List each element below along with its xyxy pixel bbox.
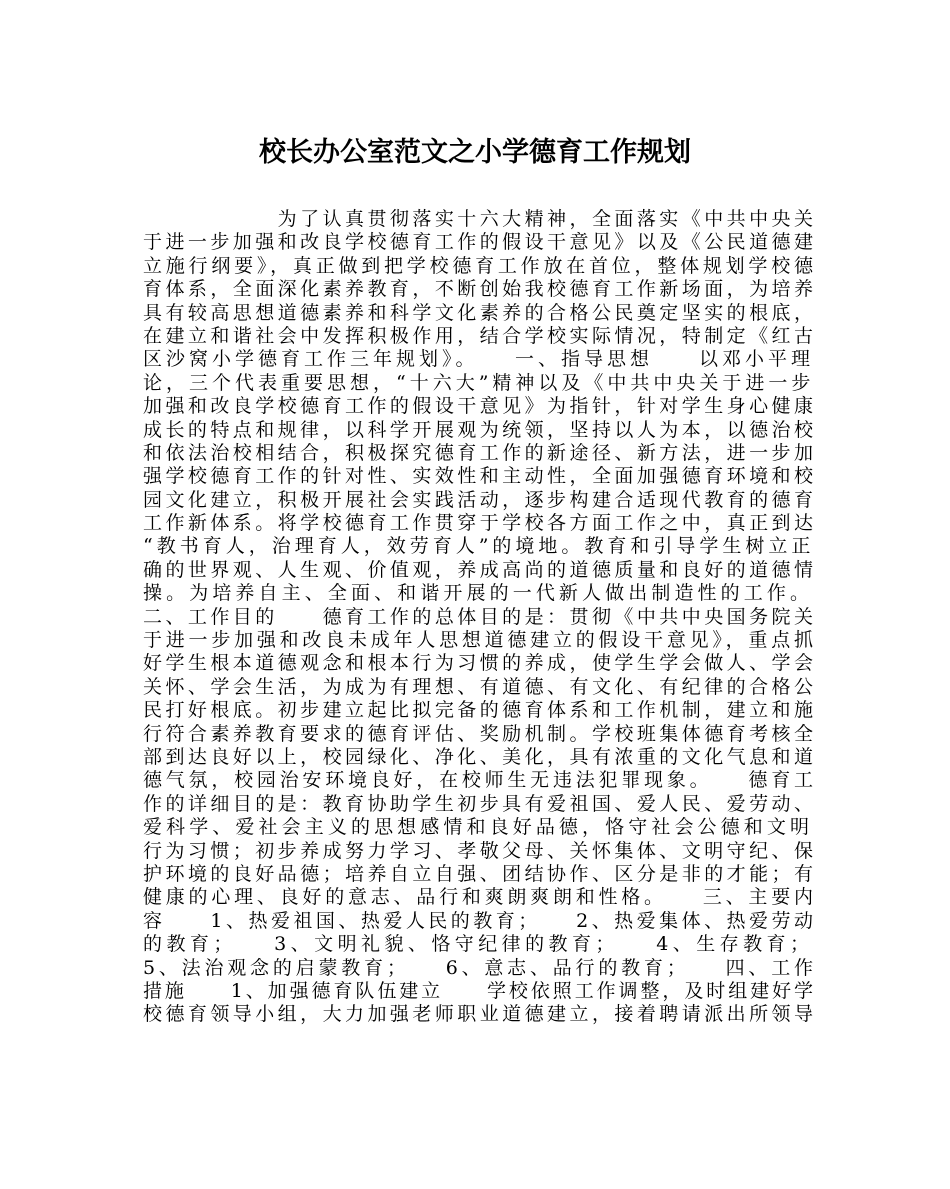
body-line: 护环境的良好品德；培养自立自强、团结协作、区分是非的才能；有	[143, 862, 817, 885]
body-line: 的教育； 3、文明礼貌、恪守纪律的教育； 4、生存教育；	[143, 933, 813, 956]
body-line: 二、工作目的 德育工作的总体目的是：贯彻《中共中央国务院关	[143, 605, 817, 628]
body-line: 作的详细目的是：教育协助学生初步具有爱祖国、爱人民、爱劳动、	[143, 792, 817, 815]
body-line: 民打好根底。初步建立起比拟完备的德育体系和工作机制，建立和施	[143, 699, 817, 722]
body-line: 于进一步加强和改良未成年人思想道德建立的假设干意见》，重点抓	[143, 629, 817, 652]
document-title: 校长办公室范文之小学德育工作规划	[259, 137, 691, 168]
body-line: 确的世界观、人生观、价值观，养成高尚的道德质量和良好的道德情	[143, 558, 817, 581]
body-line: “教书育人，治理育人，效劳育人”的境地。教育和引导学生树立正	[143, 535, 815, 558]
body-line: 具有较高思想道德素养和科学文化素养的合格公民奠定坚实的根底，	[143, 301, 817, 324]
body-line: 育体系，全面深化素养教育，不断创始我校德育工作新场面，为培养	[143, 278, 817, 301]
body-line: 加强和改良学校德育工作的假设干意见》为指针，针对学生身心健康	[143, 395, 817, 418]
body-line: 行符合素养教育要求的德育评估、奖励机制。学校班集体德育考核全	[143, 722, 817, 745]
body-line: 健康的心理、良好的意志、品行和爽朗爽朗和性格。 三、主要内	[143, 886, 817, 909]
body-line: 和依法治校相结合，积极探究德育工作的新途径、新方法，进一步加	[143, 441, 817, 464]
body-line: 操。为培养自主、全面、和谐开展的一代新人做出制造性的工作。	[143, 582, 813, 605]
body-line: 于进一步加强和改良学校德育工作的假设干意见》以及《公民道德建	[143, 231, 817, 254]
body-line: 为了认真贯彻落实十六大精神，全面落实《中共中央关	[143, 208, 817, 230]
body-line: 工作新体系。将学校德育工作贯穿于学校各方面工作之中，真正到达	[143, 512, 817, 535]
document-body	[143, 208, 817, 1027]
body-line: 行为习惯；初步养成努力学习、孝敬父母、关怀集体、文明守纪、保	[143, 839, 817, 862]
body-line: 区沙窝小学德育工作三年规划》。 一、指导思想 以邓小平理	[143, 348, 815, 371]
body-line: 措施 1、加强德育队伍建立 学校依照工作调整，及时组建好学	[143, 979, 816, 1002]
body-line: 德气氛，校园治安环境良好，在校师生无违法犯罪现象。 德育工	[143, 769, 817, 792]
body-line: 5、法治观念的启蒙教育； 6、意志、品行的教育； 四、工作	[143, 956, 817, 979]
body-line: 立施行纲要》，真正做到把学校德育工作放在首位，整体规划学校德	[143, 254, 817, 277]
body-line: 容 1、热爱祖国、热爱人民的教育； 2、热爱集体、热爱劳动	[143, 909, 817, 932]
body-line: 成长的特点和规律，以科学开展观为统领，坚持以人为本，以德治校	[143, 418, 817, 441]
body-line: 关怀、学会生活，为成为有理想、有道德、有文化、有纪律的合格公	[143, 675, 817, 698]
body-line: 在建立和谐社会中发挥积极作用，结合学校实际情况，特制定《红古	[143, 324, 817, 347]
body-line: 部到达良好以上，校园绿化、净化、美化，具有浓重的文化气息和道	[143, 745, 817, 768]
body-line: 爱科学、爱社会主义的思想感情和良好品德，恪守社会公德和文明	[143, 816, 813, 839]
body-line: 论，三个代表重要思想，“十六大”精神以及《中共中央关于进一步	[143, 371, 815, 394]
body-line: 园文化建立，积极开展社会实践活动，逐步构建合适现代教育的德育	[143, 488, 817, 511]
body-line: 校德育领导小组，大力加强老师职业道德建立，接着聘请派出所领导	[143, 1003, 817, 1026]
body-line: 好学生根本道德观念和根本行为习惯的养成，使学生学会做人、学会	[143, 652, 817, 675]
body-line: 强学校德育工作的针对性、实效性和主动性，全面加强德育环境和校	[143, 465, 817, 488]
